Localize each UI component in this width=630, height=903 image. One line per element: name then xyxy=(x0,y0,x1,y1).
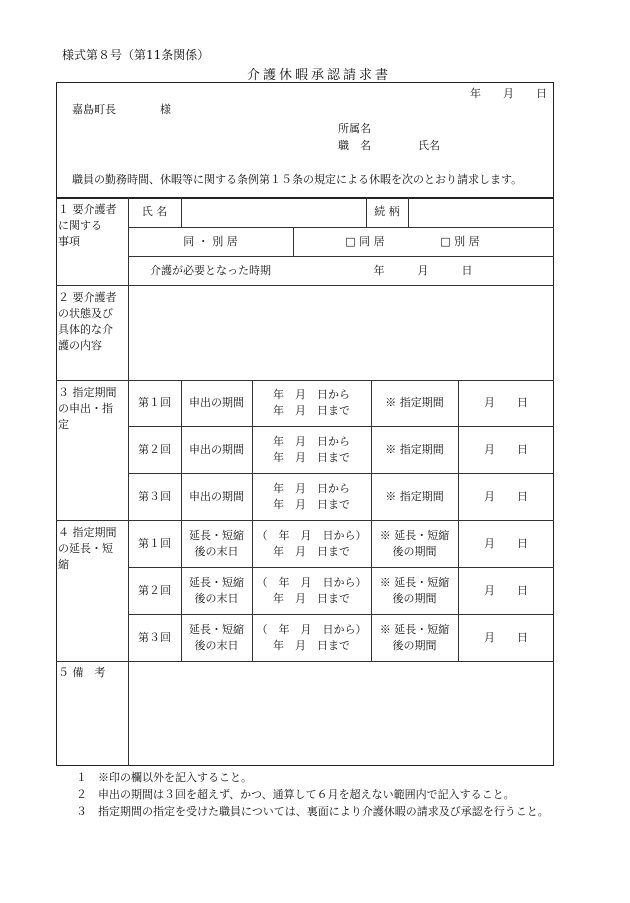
request-period-field[interactable]: 年 月 日から 年 月 日まで xyxy=(273,388,350,417)
section5-heading: ５ 備 考 xyxy=(58,666,106,679)
extended-period-field[interactable]: 月 日 xyxy=(484,630,528,644)
form-title: 介護休暇承認請求書 xyxy=(247,68,392,83)
patient-name-label: 氏 名 xyxy=(141,205,168,218)
extension-end-label: 延長・短縮 後の末日 xyxy=(189,575,244,605)
extended-period-label: ※ 延長・短縮 後の期間 xyxy=(379,622,450,652)
extended-period-field[interactable]: 月 日 xyxy=(484,583,528,597)
care-details-field[interactable] xyxy=(129,286,553,379)
relation-field[interactable] xyxy=(409,198,553,226)
round-label: 第３回 xyxy=(138,630,171,644)
designated-period-field[interactable]: 月 日 xyxy=(484,489,528,503)
designated-period-field[interactable]: 月 日 xyxy=(484,442,528,456)
extended-period-label: ※ 延長・短縮 後の期間 xyxy=(379,528,450,558)
round-label: 第１回 xyxy=(138,536,171,550)
relation-label: 続 柄 xyxy=(374,205,400,218)
section2-heading: ２ 要介護者 の状態及び 具体的な介 護の内容 xyxy=(58,291,117,352)
extension-period-field[interactable]: （ 年 月 日から） 年 月 日まで xyxy=(256,575,367,605)
designated-period-label: ※ 指定期間 xyxy=(385,396,444,409)
extended-period-field[interactable]: 月 日 xyxy=(484,536,528,550)
section4-heading: ４ 指定期間 の延長・短 縮 xyxy=(58,526,117,571)
request-period-field[interactable]: 年 月 日から 年 月 日まで xyxy=(273,434,350,464)
extension-end-label: 延長・短縮 後の末日 xyxy=(189,622,244,652)
round-label: 第１回 xyxy=(138,396,171,409)
request-period-label: 申出の期間 xyxy=(189,442,244,456)
designated-period-label: ※ 指定期間 xyxy=(385,489,444,503)
cohabit-checkbox[interactable]: □ 同 居 xyxy=(345,234,385,248)
position-label: 職 名 xyxy=(338,139,371,152)
designated-period-field[interactable]: 月 日 xyxy=(484,396,528,409)
request-period-label: 申出の期間 xyxy=(189,489,244,503)
name-label: 氏名 xyxy=(418,139,440,152)
section3-heading: ３ 指定期間 の申出・指 定 xyxy=(58,386,117,431)
designated-period-label: ※ 指定期間 xyxy=(385,442,444,456)
extended-period-label: ※ 延長・短縮 後の期間 xyxy=(379,575,450,605)
affiliation-label: 所属名 xyxy=(338,122,371,135)
column-line xyxy=(293,227,294,256)
needed-time-label: 介護が必要となった時期 xyxy=(150,263,271,277)
addressee: 嘉島町長 様 xyxy=(72,103,171,116)
section1-heading: １ 要介護者 に関する 事項 xyxy=(58,203,117,248)
round-label: 第３回 xyxy=(138,489,171,503)
form-number: 様式第８号（第11条関係） xyxy=(62,48,210,62)
round-label: 第２回 xyxy=(138,583,171,597)
date-line[interactable]: 年 月 日 xyxy=(470,87,547,100)
note-item: １ ※印の欄以外を記入すること。 xyxy=(76,771,252,784)
request-period-label: 申出の期間 xyxy=(189,396,244,409)
patient-name-field[interactable] xyxy=(182,198,366,226)
extension-end-label: 延長・短縮 後の末日 xyxy=(189,528,244,558)
round-label: 第２回 xyxy=(138,442,171,456)
extension-period-field[interactable]: （ 年 月 日から） 年 月 日まで xyxy=(256,622,367,652)
cohabitation-label: 同 ・ 別 居 xyxy=(183,234,238,248)
request-period-field[interactable]: 年 月 日から 年 月 日まで xyxy=(273,481,350,511)
request-statement: 職員の勤務時間、休暇等に関する条例第１５条の規定による休暇を次のとおり請求します。 xyxy=(72,173,523,186)
note-item: ３ 指定期間の指定を受けた職員については、裏面により介護休暇の請求及び承認を行うこと。 xyxy=(76,805,549,818)
needed-time-field[interactable]: 年 月 日 xyxy=(373,263,473,277)
separate-checkbox[interactable]: □ 別 居 xyxy=(440,234,480,248)
note-item: ２ 申出の期間は３回を超えず、かつ、通算して６月を超えない範囲内で記入すること。 xyxy=(76,788,515,801)
extension-period-field[interactable]: （ 年 月 日から） 年 月 日まで xyxy=(256,528,367,558)
remarks-field[interactable] xyxy=(129,662,553,765)
